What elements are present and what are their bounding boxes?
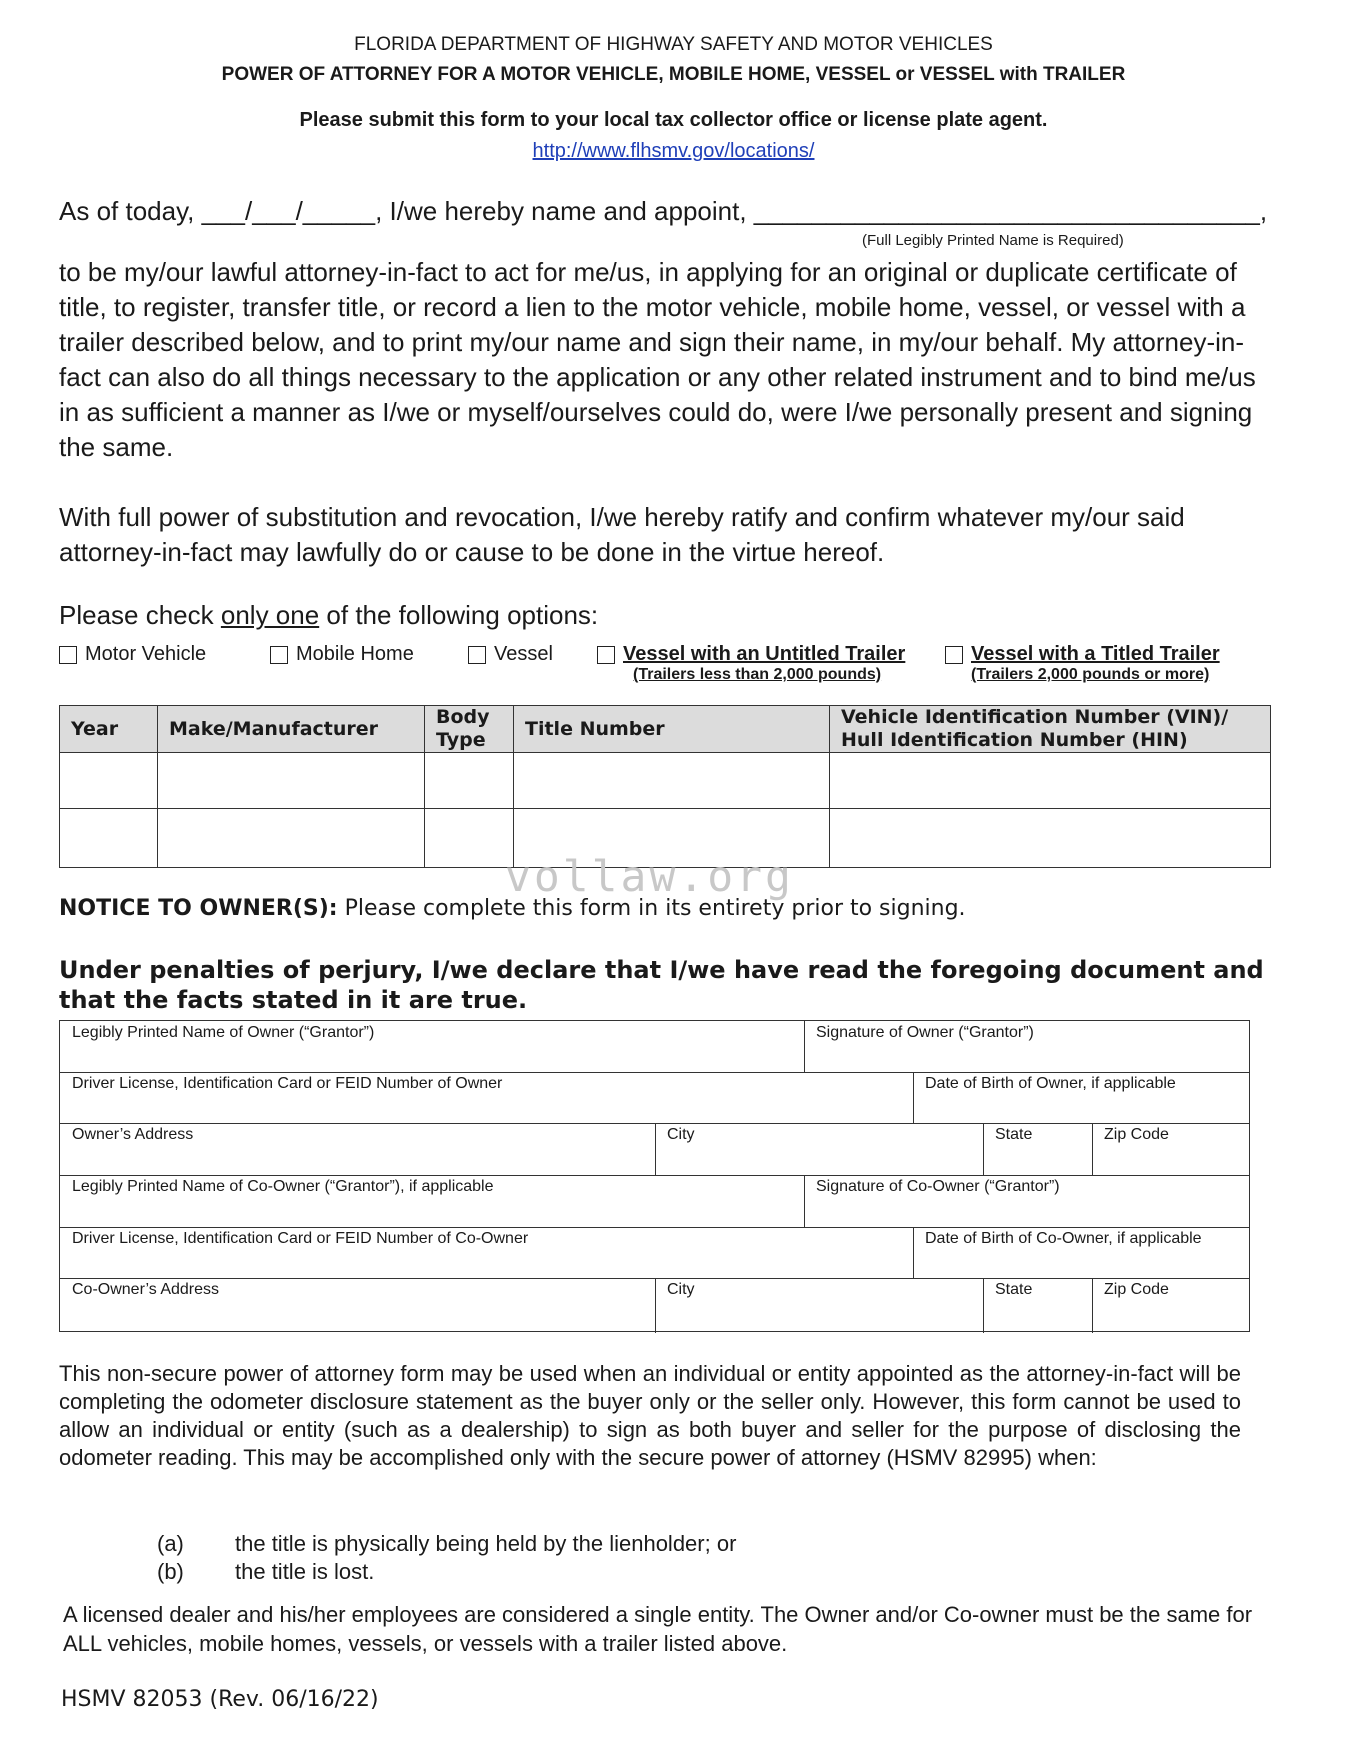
disclosure-item-a: (a) the title is physically being held by the lienholder; or: [157, 1531, 737, 1556]
form-number: HSMV 82053 (Rev. 06/16/22): [61, 1687, 379, 1712]
title-number-field[interactable]: [514, 753, 830, 809]
perjury-statement: Under penalties of perjury, I/we declare that I/we have read the foregoing document and that the facts stated in it are true.: [59, 956, 1264, 1014]
coowner-city-field[interactable]: City: [667, 1281, 695, 1298]
vessel-checkbox[interactable]: [468, 646, 486, 664]
agency-name: FLORIDA DEPARTMENT OF HIGHWAY SAFETY AND MOTOR VEHICLES: [354, 34, 993, 55]
owner-dob-field[interactable]: Date of Birth of Owner, if applicable: [925, 1075, 1176, 1092]
col-vin-hin: Vehicle Identification Number (VIN)/ Hull Identification Number (HIN): [830, 706, 1271, 753]
owner-city-field[interactable]: City: [667, 1126, 695, 1143]
coowner-zip-field[interactable]: Zip Code: [1104, 1281, 1169, 1298]
body-type-field[interactable]: [425, 809, 514, 868]
col-make: Make/Manufacturer: [158, 706, 425, 753]
owner-signature-field[interactable]: Signature of Owner (“Grantor”): [816, 1024, 1034, 1041]
mobile-home-checkbox[interactable]: [270, 646, 288, 664]
year-field[interactable]: [60, 809, 158, 868]
option-mobile-home[interactable]: Mobile Home: [270, 643, 414, 666]
option-vessel-titled-trailer[interactable]: Vessel with a Titled Trailer (Trailers 2,000 pounds or more): [945, 643, 1220, 684]
appointment-paragraph: to be my/our lawful attorney-in-fact to act for me/us, in applying for an original or duplicate certificate of title, to register, transfer title, or record a lien to the motor vehicle, mobile home, vessel, or vessel with a trailer described below, and to print my/our name and sign their name, in my/our behalf. My attorney-in-fact can also do all things necessary to the application or any other related instrument and to bind me/us in as sufficient a manner as I/we or myself/ourselves could do, were I/we personally present and signing the same.: [59, 257, 1256, 462]
option-vessel[interactable]: Vessel: [468, 643, 553, 666]
odometer-disclosure-paragraph: This non-secure power of attorney form may be used when an individual or entity appointed as the attorney-in-fact will be completing the odometer disclosure statement as the buyer only or the seller only. However, this form cannot be used to allow an individual or entity (such as a dealership) to sign as both buyer and seller for the purpose of disclosing the odometer reading. This may be accomplished only with the secure power of attorney (HSMV 82995) when:: [59, 1361, 1241, 1470]
form-title: POWER OF ATTORNEY FOR A MOTOR VEHICLE, MOBILE HOME, VESSEL or VESSEL with TRAILER: [221, 64, 1126, 85]
vin-field[interactable]: [830, 753, 1271, 809]
ratify-paragraph: With full power of substitution and revocation, I/we hereby ratify and confirm whatever my/our said attorney-in-fact may lawfully do or cause to be done in the virtue hereof.: [59, 502, 1185, 567]
owner-info-grid: [59, 1020, 1250, 1332]
col-year: Year: [60, 706, 158, 753]
owner-zip-field[interactable]: Zip Code: [1104, 1126, 1169, 1143]
coowner-state-field[interactable]: State: [995, 1281, 1033, 1298]
dealer-note: A licensed dealer and his/her employees are considered a single entity. The Owner and/or Co-owner must be the same for ALL vehicles, mobile homes, vessels, or vessels with a trailer listed above.: [63, 1602, 1253, 1656]
owner-name-field[interactable]: Legibly Printed Name of Owner (“Grantor”): [72, 1024, 375, 1041]
vessel-titled-trailer-checkbox[interactable]: [945, 646, 963, 664]
coowner-address-field[interactable]: Co-Owner’s Address: [72, 1281, 220, 1298]
options-prompt: Please check only one of the following options:: [59, 600, 599, 630]
disclosure-item-b: (b) the title is lost.: [157, 1559, 375, 1584]
owner-state-field[interactable]: State: [995, 1126, 1033, 1143]
owner-address-field[interactable]: Owner’s Address: [72, 1126, 194, 1143]
motor-vehicle-checkbox[interactable]: [59, 646, 77, 664]
owner-id-field[interactable]: Driver License, Identification Card or FEID Number of Owner: [72, 1075, 503, 1092]
vin-field[interactable]: [830, 809, 1271, 868]
year-field[interactable]: [60, 753, 158, 809]
make-field[interactable]: [158, 753, 425, 809]
locations-link[interactable]: http://www.flhsmv.gov/locations/: [532, 140, 815, 162]
coowner-signature-field[interactable]: Signature of Co-Owner (“Grantor”): [816, 1178, 1060, 1195]
coowner-name-field[interactable]: Legibly Printed Name of Co-Owner (“Grantor”), if applicable: [72, 1178, 494, 1195]
appointment-line: As of today, ___/___/_____, I/we hereby name and appoint, ___________________________________,: [59, 196, 1268, 226]
vessel-untitled-trailer-checkbox[interactable]: [597, 646, 615, 664]
make-field[interactable]: [158, 809, 425, 868]
option-motor-vehicle[interactable]: Motor Vehicle: [59, 643, 206, 666]
notice-to-owner: NOTICE TO OWNER(S): Please complete this form in its entirety prior to signing.: [59, 896, 966, 921]
table-row: [60, 753, 1271, 809]
watermark: vollaw.org: [505, 852, 794, 902]
col-title-number: Title Number: [514, 706, 830, 753]
col-body-type: Body Type: [425, 706, 514, 753]
body-type-field[interactable]: [425, 753, 514, 809]
option-vessel-untitled-trailer[interactable]: Vessel with an Untitled Trailer (Trailers less than 2,000 pounds): [597, 643, 905, 684]
vehicle-table-header: [60, 706, 1271, 753]
locations-link-row: [0, 140, 1347, 163]
vehicle-table: [59, 705, 1271, 868]
coowner-id-field[interactable]: Driver License, Identification Card or FEID Number of Co-Owner: [72, 1230, 529, 1247]
coowner-dob-field[interactable]: Date of Birth of Co-Owner, if applicable: [925, 1230, 1202, 1247]
name-hint: (Full Legibly Printed Name is Required): [862, 232, 1124, 249]
submit-instruction: Please submit this form to your local tax collector office or license plate agent.: [299, 109, 1048, 131]
